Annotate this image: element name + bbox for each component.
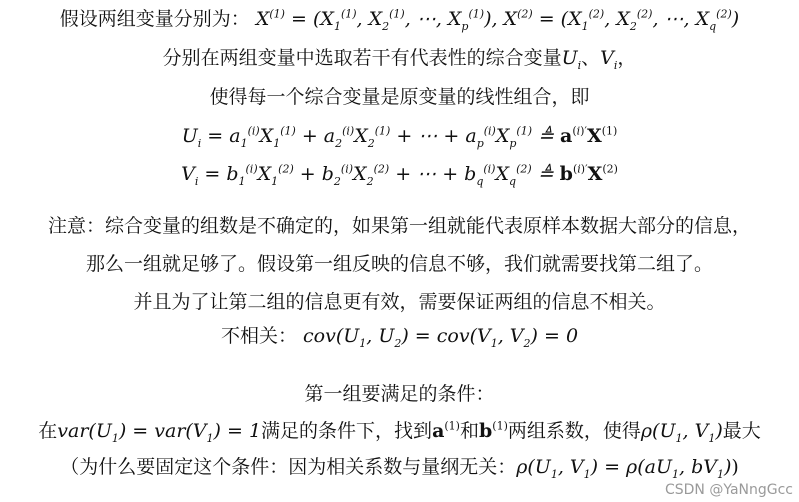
- formula-vi: $V_i$: [600, 47, 618, 72]
- formula-u-expansion: $U_i = a_1^{(i)}X_1^{(1)} + a_2^{(i)}X_2^{(1)}$ + ⋯ + $a_p^{(i)}X_p^{(1)}$ ≜ $a^{(i)'}X^{(1)}$: [181, 124, 618, 150]
- formula-v-expansion: $V_i = b_1^{(i)}X_1^{(2)} + b_2^{(i)}X_2^{(2)}$ + ⋯ + $b_q^{(i)}X_q^{(2)}$ ≜ $b^{(i)'}X^{(2)}$: [181, 162, 618, 188]
- note-line-2: 那么一组就足够了。假设第一组反映的信息不够，我们就需要找第二组了。: [85, 253, 713, 275]
- choose-text: 分别在两组变量中选取若干有代表性的综合变量: [162, 47, 562, 69]
- linear-line: 使得每一个综合变量是原变量的线性组合，即: [209, 86, 590, 108]
- choose-line: [0, 45, 799, 71]
- uncorrelated-line: [0, 323, 799, 349]
- definition-line: [0, 6, 799, 32]
- formula-x-sets: $X^{(1)} = (X_1^{(1)}$, $X_2^{(1)}$, ⋯, $X_p^{(1)}$), $X^{(2)} = (X_1^{(2)}$, $X_2^{(2)}$, ⋯, $X_q^{(2)}$): [255, 7, 740, 33]
- conditions-title: 第一组要满足的条件：: [304, 383, 495, 405]
- condition-line-1: 在$var(U_1) = var(V_1) = 1$满足的条件下，找到$a^{(1)}$和$b^{(1)}$两组系数，使得$\rho(U_1$, $V_1$)最大: [38, 419, 761, 445]
- separator: 、: [581, 47, 601, 69]
- formula-ui: $U_i$: [561, 47, 582, 72]
- formula-cov: $cov(U_1$, $U_2) = cov(V_1$, $V_2) = 0$: [303, 325, 579, 350]
- watermark: CSDN @YaNngGcc: [664, 482, 793, 498]
- condition-line-2: （为什么要固定这个条件：因为相关系数与量纲无关：$\rho(U_1$, $V_1) = \rho(aU_1$, $bV_1$)): [60, 456, 739, 481]
- intro-text: 假设两组变量分别为：: [59, 8, 250, 30]
- note-line-1: 注意：综合变量的组数是不确定的，如果第一组就能代表原样本数据大部分的信息，: [47, 215, 751, 237]
- uncorrelated-label: 不相关：: [220, 325, 297, 347]
- comma: ，: [617, 47, 637, 69]
- note-line-3: 并且为了让第二组的信息更有效，需要保证两组的信息不相关。: [133, 291, 666, 313]
